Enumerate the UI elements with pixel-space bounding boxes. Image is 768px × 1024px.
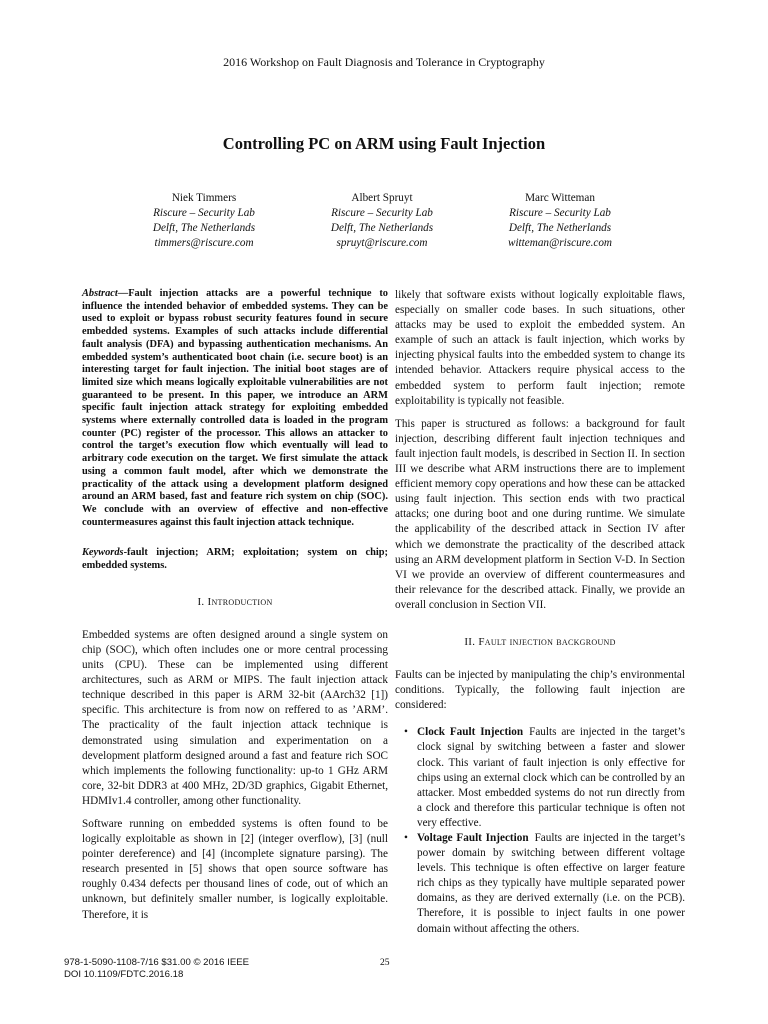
list-item-term: Voltage Fault Injection xyxy=(417,832,529,844)
author-name: Marc Witteman xyxy=(525,192,595,204)
list-item-term: Clock Fault Injection xyxy=(417,726,524,739)
author-name: Albert Spruyt xyxy=(351,192,413,204)
bullet-glyph: • xyxy=(404,832,408,844)
paragraph: Software running on embedded systems is often found to be logically exploitable as shown in [2] (integer overflow), [3] (null pointer dereference) and [4] (incomplete signature parsing). The research presented in [5] shows that open source software has roughly 0.434 defects per thousand lines of code, out of which an unknown, but definitely smaller number, is logically exploitable. Therefore, it is xyxy=(82,817,388,921)
abstract xyxy=(82,288,388,529)
fault-injection-list xyxy=(395,725,685,936)
paragraph: likely that software exists without logically exploitable flaws, especially on smaller code bases. In such situations, other attacks may be used to exploit the embedded system. An example of such an attack is fault injection, which works by injecting physical faults into the embedded system to change its intended behavior. Attackers require physical access to the embedded system to perform fault injection; remote exploitability is typically not feasible. xyxy=(395,289,685,407)
bullet-glyph: • xyxy=(404,726,408,739)
author-location: Delft, The Netherlands xyxy=(508,222,612,234)
author-affiliation: Riscure – Security Lab xyxy=(153,207,255,219)
abstract-lead: Abstract xyxy=(82,288,118,299)
footer-isbn: 978-1-5090-1108-7/16 $31.00 © 2016 IEEE xyxy=(64,957,250,968)
list-item-text: Faults are injected in the target’s clock signal by switching between a faster and slower clock. This variant of fault injection is only effective for chips using an external clock which can be controlled by an attacker. Most embedded systems do not run directly from a clock and therefore this particular technique is often not very effective. xyxy=(417,726,685,829)
paper-title: Controlling PC on ARM using Fault Injection xyxy=(222,134,546,153)
list-item xyxy=(395,725,685,831)
author-1 xyxy=(104,191,304,251)
paragraph: Embedded systems are often designed around a single system on chip (SOC), which often includes one or more central processing units (CPU). These can be implemented using different architectures, such as ARM or MIPS. The fault injection attack technique described in this paper is ARM 32-bit (AArch32 [1]) specific. This architecture is from now on reffered to as ’ARM’. The practicality of the fault injection attack technique is demonstrated using simulation and experimentation on a development platform designed around a fast and feature rich SOC which implements the following functionality: up-to 1 GHz ARM core, 32-bit DDR3 at 400 MHz, 2D/3D graphics, Gigabit Ethernet, HDMIv1.4 controller, among other functionality. xyxy=(82,628,388,807)
author-affiliation: Riscure – Security Lab xyxy=(331,207,433,219)
conference-header: 2016 Workshop on Fault Diagnosis and Tolerance in Cryptography xyxy=(223,55,545,69)
author-3 xyxy=(460,191,660,251)
author-name: Niek Timmers xyxy=(171,192,237,204)
right-column xyxy=(395,288,685,937)
list-item xyxy=(395,831,685,937)
author-location: Delft, The Netherlands xyxy=(330,222,434,234)
author-location: Delft, The Netherlands xyxy=(152,222,256,234)
paragraph: Faults can be injected by manipulating the chip’s environmental conditions. Typically, the following fault injection are considered: xyxy=(395,669,685,712)
author-email: spruyt@riscure.com xyxy=(336,237,428,249)
keywords-lead: Keywords xyxy=(82,547,124,559)
paragraph: This paper is structured as follows: a background for fault injection, describing different fault injection techniques and fault injection fault models, is described in Section II. In section III we describe what ARM instructions there are to implement efficient memory copy operations and how these can be attacked using fault injection. This section ends with two practical attacks; one during boot and one during runtime. We simulate the applicability of the described attack in Section IV after which we demonstrate the practicality of the described attack using an ARM development platform in Section V-D. In Section VI we provide an overview of different countermeasures and their relevance for the described attack. Finally, we provide an overall conclusion in Section VII. xyxy=(395,417,685,611)
footer-copyright xyxy=(64,957,249,981)
list-item-text: Faults are injected in the target’s power domain by switching between different voltage levels. This technique is often effective on larger feature rich chips as they typically have multiple separated power domains, as they are derived externally (i.e. on the PCB). Therefore, it is possible to inject faults in one power domain without affecting the others. xyxy=(417,832,686,935)
author-email: timmers@riscure.com xyxy=(154,237,254,249)
left-column xyxy=(82,288,388,931)
author-email: witteman@riscure.com xyxy=(507,237,613,249)
section-heading-fault-injection-background: II. Fault injection background xyxy=(464,635,616,648)
author-2 xyxy=(282,191,482,251)
section-heading-introduction: I. Introduction xyxy=(197,595,273,608)
author-affiliation: Riscure – Security Lab xyxy=(509,207,611,219)
keywords-text: -fault injection; ARM; exploitation; system on chip; embedded systems. xyxy=(82,547,388,572)
page-number: 25 xyxy=(380,957,390,968)
footer-doi: DOI 10.1109/FDTC.2016.18 xyxy=(64,969,184,980)
abstract-text: —Fault injection attacks are a powerful technique to influence the intended behavior of embedded systems. They can be used to exploit or bypass robust security features found in secure embedded systems. Examples of such attacks include differential fault analysis (DFA) and bypassing authentication mechanisms. An embedded system’s authenticated boot chain (i.e. secure boot) is an interesting target for fault injection. The initial boot stages are of limited size which means logically exploitable vulnerabilities are not guaranteed to be present. In this paper, we introduce an ARM specific fault injection attack strategy for exploiting embedded systems where externally controlled data is loaded in the program counter (PC) register of the processor. This allows an attacker to control the target’s execution flow which eventually will lead to arbitrary code execution on the target. We first simulate the attack using a common fault model, after which we demonstrate the practicality of the attack using a development platform designed around an ARM based, fast and feature rich system on chip (SOC). We conclude with an overview of effective and non-effective countermeasures against this fault injection attack technique. xyxy=(82,288,388,528)
keywords xyxy=(82,547,388,572)
